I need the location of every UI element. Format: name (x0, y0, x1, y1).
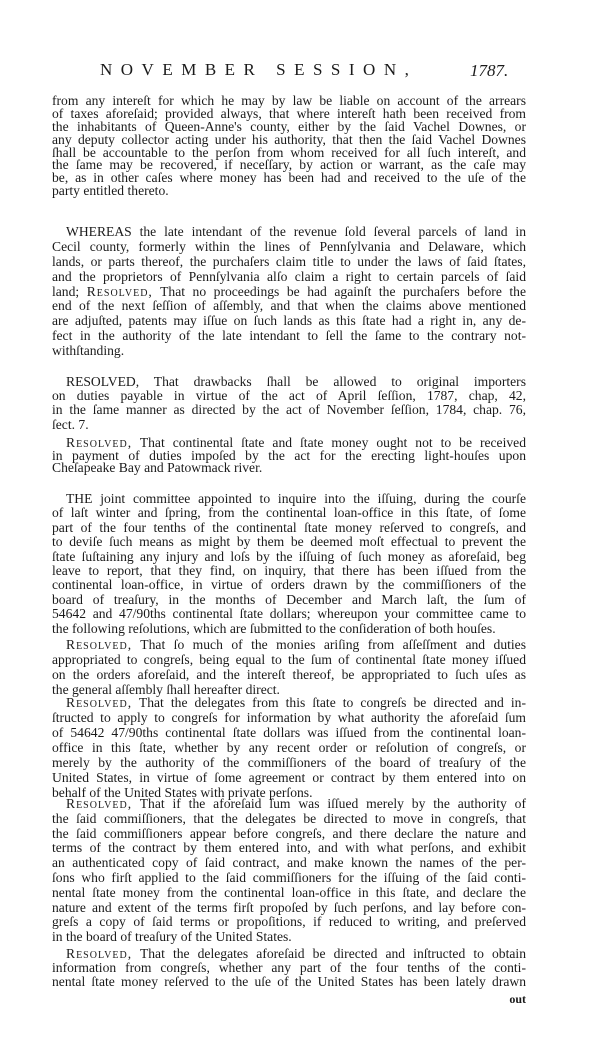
line-text: end of the next ſeſſion of aſſembly, and that when the claims above mentioned (52, 298, 526, 314)
line-text: lands, or parts thereof, the purchaſers claim title to under the laws of ſaid ſtates, (52, 253, 526, 269)
line-text: the following reſolutions, which are ſubmitted to the conſideration of both houſes. (52, 620, 496, 636)
paragraph (52, 492, 526, 636)
line-text: Cecil county, formerly within the lines of Pennſylvania and Delaware, which (52, 238, 526, 254)
text-line (52, 901, 526, 916)
text-line (52, 961, 526, 975)
text-line (52, 827, 526, 842)
text-line (52, 915, 526, 930)
line-text: nental ſtate money from the continental loan-office in this ſtate, and declare the (52, 884, 526, 900)
line-text: THE joint committee appointed to inquire into the iſſuing, during the courſe (66, 491, 526, 506)
resolved-lead: Resolved, (66, 796, 133, 811)
text-line (52, 270, 526, 285)
text-line (52, 578, 526, 592)
line-text: in payment of duties impoſed by the act for the erecting light-houſes upon (52, 447, 526, 463)
text-line (52, 607, 526, 621)
line-text: leave to report, that they find, on inquiry, that there has been iſſued from the (52, 562, 526, 578)
text-line (52, 593, 526, 607)
line-text: and the proprietors of Pennſylvania alſo claim a right to certain parcels of ſaid (52, 268, 526, 284)
line-text: nental ſtate money reſerved to the uſe of the United States has been lately drawn (52, 974, 526, 990)
line-text: to deviſe ſuch means as might by them be deemed moſt effectual to prevent the (52, 534, 526, 550)
text-line (52, 652, 526, 667)
line-text: Cheſapeake Bay and Patowmack river. (52, 460, 263, 476)
text-line (52, 403, 526, 417)
text-line (52, 185, 526, 198)
text-line (52, 740, 526, 755)
paragraph (52, 797, 526, 945)
line-text: of 54642 47/90ths continental ſtate dollars was iſſued from the continental loan- (52, 725, 526, 740)
line-text: in the board of treaſury of the United States. (52, 929, 292, 945)
line-text: greſs a copy of ſaid terms or propoſitions, if reduced to writing, and preſerved (52, 914, 526, 930)
text-line (52, 375, 526, 389)
text-line (52, 462, 526, 475)
text-line (52, 389, 526, 403)
text-line (52, 856, 526, 871)
resolved-lead: Resolved, (66, 637, 133, 652)
session-title: NOVEMBER SESSION, (100, 60, 418, 79)
text-line (52, 299, 526, 314)
session-year: 1787. (470, 61, 509, 80)
line-text: nature and extent of the terms firſt propoſed by ſuch perſons, and lay before con- (52, 899, 526, 915)
text-line (52, 492, 526, 506)
line-text: 54642 and 47/90ths continental ſtate dollars; whereupon your committee came to (52, 606, 526, 622)
line-text: an authenticated copy of ſaid contract, and make known the names of the per- (52, 855, 526, 871)
text-line (52, 841, 526, 856)
text-line (52, 329, 526, 344)
line-text: ſons who firſt applied to the ſaid commiſſioners for the iſſuing of the ſaid conti- (52, 869, 526, 885)
line-text: party entitled thereto. (52, 183, 169, 199)
line-text: fect in the authority of the late intendant to ſell the ſame to the contrary not- (52, 328, 526, 344)
text-line (52, 240, 526, 255)
text-line (52, 886, 526, 901)
line-text: ſtate ſuſtaining any injury and loſs by the iſſuing of ſuch money as aforeſaid, beg (52, 548, 526, 564)
paragraph (52, 225, 526, 359)
line-text: the ſame may be recovered, if neceſſary, by action or warrant, as the caſe may (52, 157, 526, 173)
line-text: That the delegates aforeſaid be directed and inſtructed to obtain (132, 946, 526, 961)
line-text: the general aſſembly ſhall hereafter direct. (52, 682, 280, 697)
line-text: withſtanding. (52, 343, 125, 359)
line-text: WHEREAS the late intendant of the revenue ſold ſeveral parcels of land in (66, 224, 526, 239)
line-text: RESOLVED, That drawbacks ſhall be allowed to original importers (66, 374, 526, 389)
text-line (52, 812, 526, 827)
line-text: terms of the contract by them entered into, and with what perſons, and exhibit (52, 840, 526, 856)
line-text: United States, in virtue of ſome agreement or contract by them entered into on (52, 770, 526, 785)
text-line (52, 667, 526, 682)
text-line (52, 344, 526, 359)
paragraph (52, 637, 526, 697)
line-text: That the delegates from this ſtate to congreſs be directed and in- (132, 695, 526, 710)
text-line (52, 975, 526, 989)
line-text: board of treaſury, in the months of December and March laſt, the ſum of (52, 591, 526, 607)
line-text: the ſaid commiſſioners, that the delegates be directed to move in congreſs, that (52, 810, 526, 826)
line-text: on the orders aforeſaid, and the intereſt thereof, be appropriated to ſuch uſes as (52, 667, 526, 682)
line-text: land; (52, 283, 87, 299)
catchword: out (509, 992, 526, 1006)
resolved-lead: Resolved, (66, 435, 133, 450)
text-line (52, 695, 526, 710)
text-line (52, 710, 526, 725)
line-text: continental loan-office, in virtue of orders drawn by the commiſſioners of the (52, 577, 526, 593)
paragraph (52, 95, 526, 198)
text-line (52, 930, 526, 945)
paragraph (52, 437, 526, 475)
text-line (52, 255, 526, 270)
line-text: office in this ſtate, whether by any recent order or reſolution of congreſs, or (52, 740, 526, 755)
line-text: in the ſame manner as directed by the act of November ſeſſion, 1784, chap. 76, (52, 402, 526, 418)
line-text: on duties payable in virtue of the act of April ſeſſion, 1787, chap, 42, (52, 388, 526, 404)
line-text: ſect. 7. (52, 416, 89, 432)
resolved-lead: Resolved, (66, 946, 133, 961)
line-text: That continental ſtate and ſtate money ought not to be received (132, 435, 526, 450)
line-text: That ſo much of the monies ariſing from aſſeſſment and duties (132, 637, 526, 652)
text-line (52, 725, 526, 740)
text-line (52, 506, 526, 520)
line-text: any deputy collector acting under his authority, that then the ſaid Vachel Downes (52, 131, 526, 147)
line-text: That no proceedings be had againſt the purchaſers before the (152, 283, 526, 299)
text-line (52, 770, 526, 785)
text-line (52, 314, 526, 329)
text-line (52, 418, 526, 432)
paragraph (52, 947, 526, 990)
line-text: ſhall be accountable to the perſon from whom received for all ſuch intereſt, and (52, 144, 526, 160)
text-line (52, 637, 526, 652)
line-text: ſtructed to apply to congreſs for information by what authority the aforeſaid ſum (52, 710, 526, 725)
text-line (52, 622, 526, 636)
line-text: That if the aforeſaid ſum was iſſued merely by the authority of (132, 796, 526, 811)
running-header (0, 60, 600, 86)
line-text: behalf of the United States with private perſons. (52, 785, 313, 800)
line-text: of laſt winter and ſpring, from the continental loan-office in this ſtate, of ſome (52, 505, 526, 521)
line-text: be, as in other caſes where money has been had and received to the uſe of the (52, 170, 526, 186)
text-line (52, 550, 526, 564)
line-text: merely by the authority of the commiſſioners of the board of treaſury of the (52, 755, 526, 770)
text-line (52, 225, 526, 240)
line-text: from any intereſt for which he may by law be liable on account of the arrears (52, 93, 526, 108)
line-text: are adjuſted, patents may iſſue on ſuch lands as this ſtate had a right in, any de- (52, 313, 526, 329)
line-text: the inhabitants of Queen-Anne's county, either by the ſaid Vachel Downes, or (52, 118, 526, 134)
text-line (52, 521, 526, 535)
line-text: information from congreſs, whether any part of the four tenths of the conti- (52, 960, 526, 976)
resolved-lead: Resolved, (86, 283, 153, 299)
paragraph (52, 695, 526, 800)
line-text: part of the four tenths of the continental ſtate money reſerved to congreſs, and (52, 519, 526, 535)
line-text: appropriated to congreſs, being equal to the ſum of continental ſtate money iſſued (52, 652, 526, 667)
line-text: of taxes aforeſaid; provided always, that where intereſt hath been received from (52, 105, 526, 121)
text-line (52, 947, 526, 961)
text-line (52, 535, 526, 549)
text-line (52, 871, 526, 886)
resolved-lead: Resolved, (66, 695, 133, 710)
line-text: the ſaid commiſſioners appear before congreſs, and there declare the nature and (52, 825, 526, 841)
text-line (52, 755, 526, 770)
text-line (52, 797, 526, 812)
text-line (52, 564, 526, 578)
paragraph (52, 375, 526, 432)
text-line (52, 285, 526, 300)
